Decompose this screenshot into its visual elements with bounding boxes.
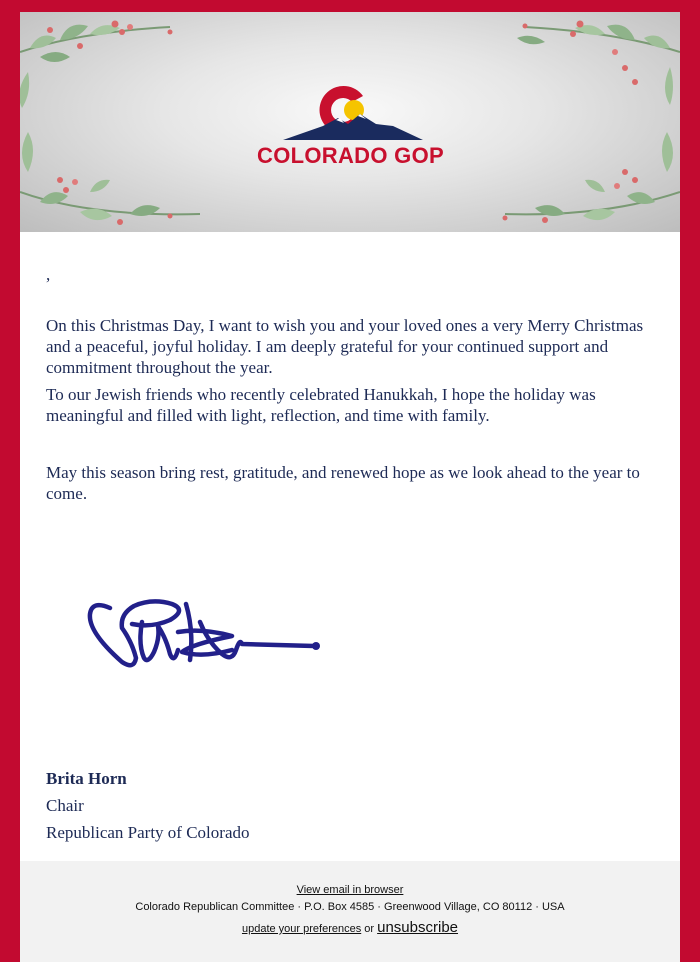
email-footer [20,861,680,962]
holly-top-right-icon [485,12,680,112]
letter-paragraph-1: On this Christmas Day, I want to wish you and your loved ones a very Merry Christmas and a peaceful, joyful holiday. I am deeply grateful for your continued support and commitment throughout the year. [46,316,644,377]
header-banner [20,12,680,232]
footer-address: Colorado Republican Committee · P.O. Box 4585 · Greenwood Village, CO 80112 · USA [135,901,565,913]
brand-name: COLORADO GOP [257,143,444,168]
signer-title: Chair [46,796,84,815]
view-in-browser-row [20,884,680,896]
unsubscribe-link[interactable]: unsubscribe [377,919,459,936]
handwritten-signature [82,592,322,677]
view-in-browser-link[interactable]: View email in browser [296,884,404,896]
greeting: , [46,265,51,284]
letter-paragraph-2: To our Jewish friends who recently celebrated Hanukkah, I hope the holiday was meaningful and filled with light, reflection, and time with family. [46,385,596,425]
colorado-c-mountain-icon [248,82,453,142]
holly-bottom-left-icon [20,132,210,232]
holly-bottom-right-icon [485,132,680,232]
holly-top-left-icon [20,12,210,112]
preferences-row [20,919,680,936]
email-container [20,12,680,962]
letter-paragraph-3: May this season bring rest, gratitude, and renewed hope as we look ahead to the year to come. [46,463,640,503]
signer-name: Brita Horn [46,769,127,788]
or-text: or [361,923,378,935]
signer-organization: Republican Party of Colorado [46,823,250,842]
colorado-gop-logo [248,82,453,177]
update-preferences-link[interactable]: update your preferences [241,923,362,935]
